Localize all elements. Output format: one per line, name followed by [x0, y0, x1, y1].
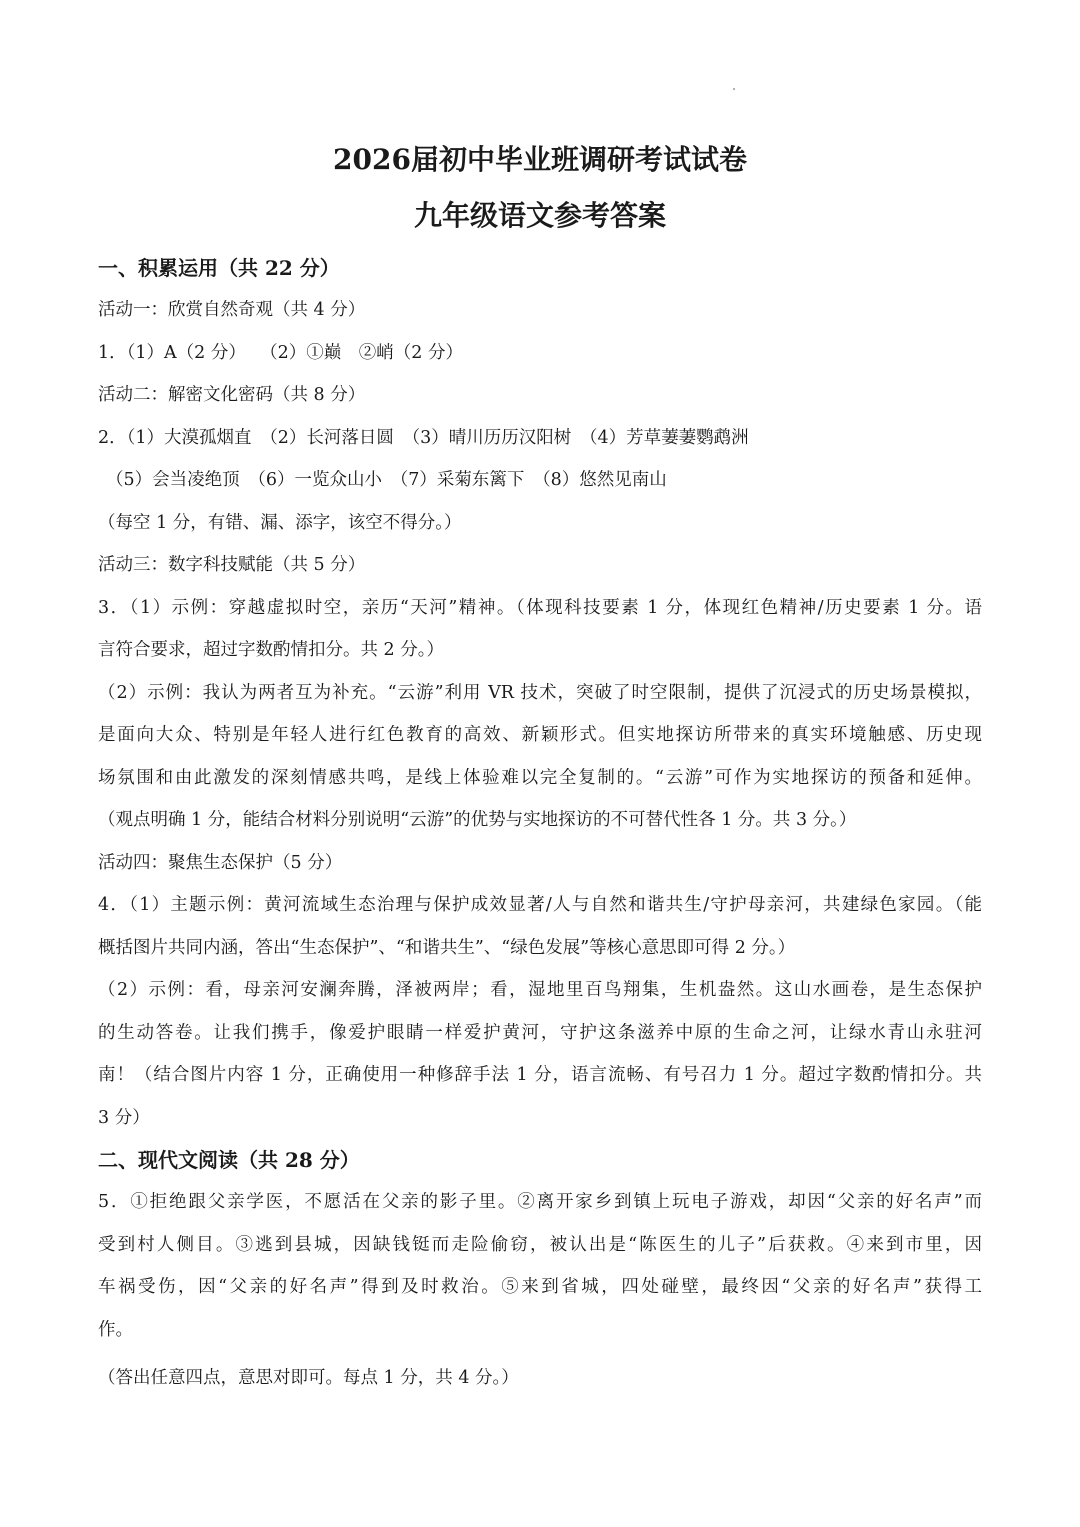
answer-4-2-line-2: 的生动答卷。让我们携手，像爱护眼睛一样爱护黄河，守护这条滋养中原的生命之河，让绿水青山永驻河	[98, 1022, 982, 1043]
scan-dot	[733, 88, 735, 90]
exam-title: 2026届初中毕业班调研考试试卷	[333, 143, 747, 176]
answer-3-2-line-2: 是面向大众、特别是年轻人进行红色教育的高效、新颖形式。但实地探访所带来的真实环境触感、历史现	[98, 725, 982, 745]
activity-3-heading: 活动三：数字科技赋能（共 5 分）	[98, 555, 366, 575]
answer-content	[98, 247, 982, 1400]
answer-5-scoring: （答出任意四点，意思对即可。每点 1 分，共 4 分。）	[98, 1368, 519, 1388]
activity-1-heading: 活动一：欣赏自然奇观（共 4 分）	[98, 300, 366, 320]
answer-2-line-1: 2．（1）大漠孤烟直 （2）长河落日圆 （3）晴川历历汉阳树 （4）芳草萋萋鹦鹉洲	[98, 427, 749, 448]
answer-1: 1．（1）A（2 分） （2）①巅 ②峭（2 分）	[98, 342, 463, 363]
answer-4-2-line-4: 3 分）	[98, 1107, 150, 1128]
answer-5-line-1: 5．①拒绝跟父亲学医，不愿活在父亲的影子里。②离开家乡到镇上玩电子游戏，却因“父亲的好名声”而	[98, 1192, 982, 1212]
answer-5-line-2: 受到村人侧目。③逃到县城，因缺钱铤而走险偷窃，被认出是“陈医生的儿子”后获救。④来到市里，因	[98, 1234, 982, 1255]
answer-3-1-line-1: 3．（1）示例：穿越虚拟时空，亲历“天河”精神。（体现科技要素 1 分，体现红色精神/历史要素 1 分。语	[98, 597, 982, 618]
answer-4-2-line-3: 南！（结合图片内容 1 分，正确使用一种修辞手法 1 分，语言流畅、有号召力 1 分。超过字数酌情扣分。共	[98, 1065, 982, 1085]
activity-2-heading: 活动二：解密文化密码（共 8 分）	[98, 385, 366, 405]
answer-3-2-line-1: （2）示例：我认为两者互为补充。“云游”利用 VR 技术，突破了时空限制，提供了沉浸式的历史场景模拟，	[98, 682, 982, 703]
answer-3-2-scoring: （观点明确 1 分，能结合材料分别说明“云游”的优势与实地探访的不可替代性各 1 分。共 3 分。）	[98, 810, 857, 830]
answer-5-line-3: 车祸受伤，因“父亲的好名声”得到及时救治。⑤来到省城，四处碰壁，最终因“父亲的好名声”获得工	[98, 1277, 982, 1297]
answer-3-2-line-3: 场氛围和由此激发的深刻情感共鸣，是线上体验难以完全复制的。“云游”可作为实地探访的预备和延伸。	[98, 767, 982, 788]
answer-4-1-line-2: 概括图片共同内涵，答出“生态保护”、“和谐共生”、“绿色发展”等核心意思即可得 2 分。）	[98, 937, 796, 958]
exam-subtitle: 九年级语文参考答案	[413, 199, 666, 232]
answer-4-2-line-1: （2）示例：看，母亲河安澜奔腾，泽被两岸；看，湿地里百鸟翔集，生机盎然。这山水画卷，是生态保护	[98, 980, 982, 1000]
section-heading-2: 二、现代文阅读（共 28 分）	[98, 1148, 360, 1172]
answer-4-1-line-1: 4．（1）主题示例：黄河流域生态治理与保护成效显著/人与自然和谐共生/守护母亲河，共建绿色家园。（能	[98, 895, 982, 915]
answer-5-line-4: 作。	[98, 1319, 133, 1340]
answer-2-scoring: （每空 1 分，有错、漏、添字，该空不得分。）	[98, 512, 462, 533]
answer-2-line-2: （5）会当凌绝顶 （6）一览众山小 （7）采菊东篱下 （8）悠然见南山	[106, 470, 667, 490]
activity-4-heading: 活动四：聚焦生态保护（5 分）	[98, 852, 343, 873]
answer-3-1-line-2: 言符合要求，超过字数酌情扣分。共 2 分。）	[98, 640, 445, 660]
section-heading-1: 一、积累运用（共 22 分）	[98, 256, 340, 280]
